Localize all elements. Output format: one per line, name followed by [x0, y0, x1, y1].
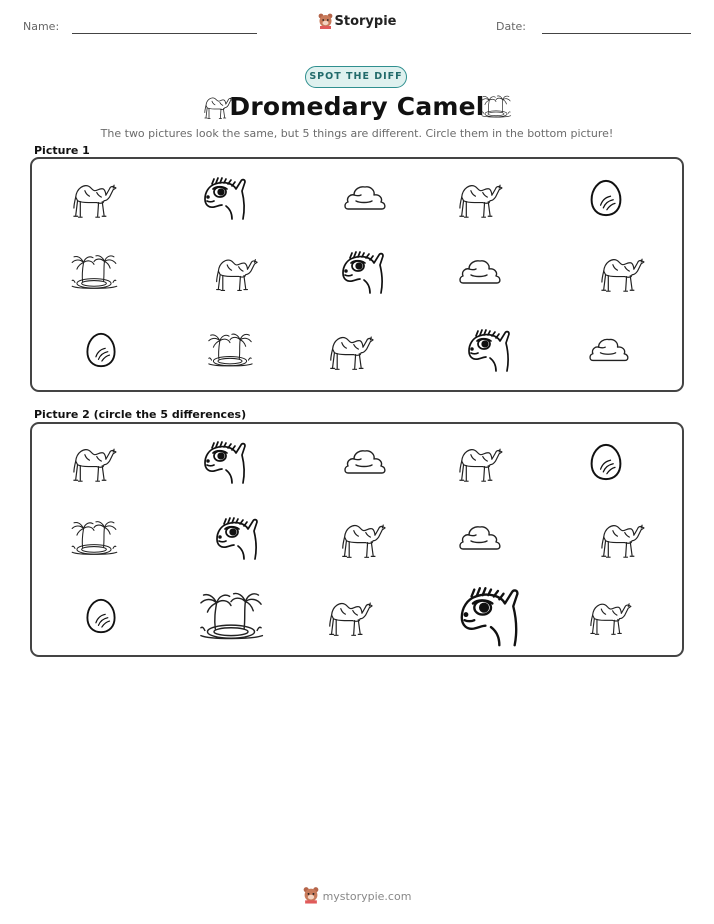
oasis-icon — [480, 94, 512, 119]
camel-head-icon — [459, 584, 523, 648]
camel-icon — [328, 328, 374, 372]
camel-head-icon — [214, 515, 262, 561]
camel-head-icon — [203, 439, 249, 485]
bear-icon — [318, 13, 333, 29]
camel-icon — [71, 441, 117, 483]
camel-head-icon — [203, 175, 249, 221]
oasis-icon — [197, 589, 265, 643]
dung-icon — [457, 519, 503, 557]
dung-icon — [342, 179, 388, 217]
dung-icon — [457, 253, 503, 291]
brand-name: Storypie — [334, 13, 397, 29]
instructions: The two pictures look the same, but 5 things are different. Circle them in the bottom picture! — [100, 127, 614, 140]
oasis-icon — [206, 331, 254, 369]
date-line[interactable] — [542, 33, 691, 34]
camel-head-icon — [341, 249, 387, 295]
camel-head-icon — [467, 327, 513, 373]
camel-icon — [214, 251, 258, 293]
brand-logo — [0, 13, 714, 33]
name-label: Name: — [23, 20, 60, 33]
dung-icon — [342, 443, 388, 481]
camel-icon — [327, 594, 373, 638]
camel-icon — [586, 596, 634, 636]
seed-icon — [84, 597, 118, 635]
oasis-icon — [69, 519, 119, 557]
camel-icon — [340, 516, 386, 560]
date-label: Date: — [496, 20, 526, 33]
footer-url: mystorypie.com — [322, 890, 412, 903]
bear-icon — [303, 886, 319, 907]
seed-icon — [588, 178, 624, 218]
name-line[interactable] — [72, 33, 257, 34]
picture-1-label: Picture 1 — [34, 144, 90, 157]
camel-icon — [598, 251, 646, 293]
seed-icon — [84, 331, 118, 369]
camel-icon — [598, 517, 646, 559]
footer — [0, 886, 714, 907]
camel-icon — [457, 177, 503, 219]
seed-icon — [588, 442, 624, 482]
camel-icon — [71, 177, 117, 219]
picture-2-label: Picture 2 (circle the 5 differences) — [34, 408, 247, 421]
oasis-icon — [69, 253, 119, 291]
camel-icon — [457, 441, 503, 483]
spot-the-diff-badge: SPOT THE DIFF — [305, 66, 407, 88]
page-title: Dromedary Camel — [229, 92, 485, 121]
dung-icon — [586, 332, 632, 368]
